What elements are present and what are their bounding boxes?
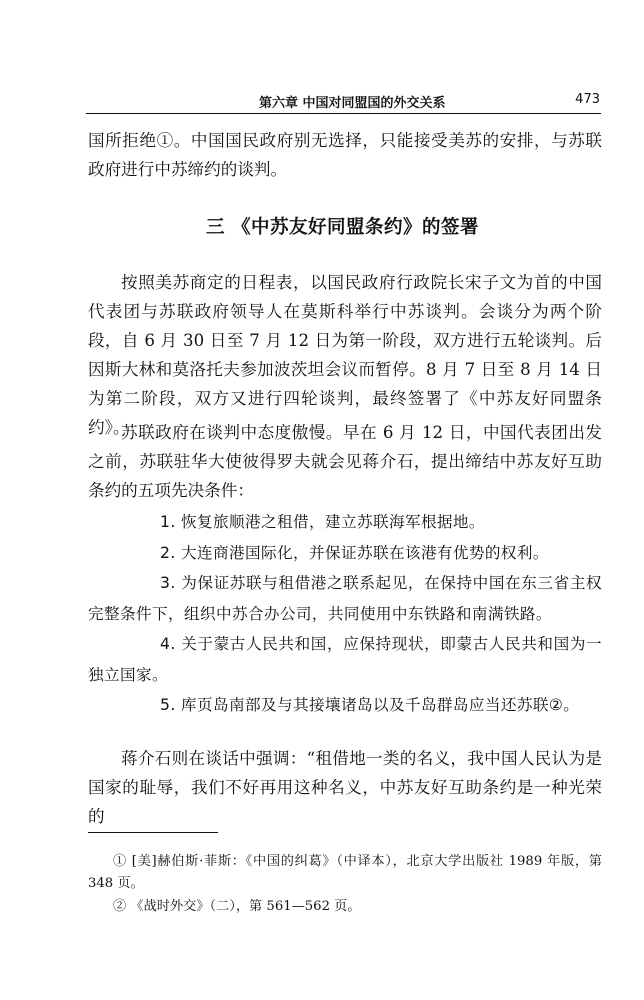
footnote-2: ② 《战时外交》（二），第 561—562 页。 bbox=[113, 899, 361, 914]
chapter-title: 第六章 中国对同盟国的外交关系 bbox=[259, 96, 446, 111]
footnote-1: ① [美]赫伯斯·菲斯：《中国的纠葛》（中译本），北京大学出版社 1989 年版，第 348 页。 bbox=[88, 854, 602, 891]
condition-item: 2. 大连商港国际化，并保证苏联在该港有优势的权利。 bbox=[160, 543, 549, 562]
condition-item: 3. 为保证苏联与租借港之联系起见，在保持中国在东三省主权完整条件下，组织中苏合办公司，共同使用中东铁路和南满铁路。 bbox=[88, 574, 602, 623]
intro-paragraph: 国所拒绝①。中国国民政府别无选择，只能接受美苏的安排，与苏联政府进行中苏缔约的谈判。 bbox=[88, 131, 602, 179]
header-rule bbox=[86, 113, 601, 114]
paragraph-negotiation-schedule: 按照美苏商定的日程表，以国民政府行政院长宋子文为首的中国代表团与苏联政府领导人在莫斯科举行中苏谈判。会谈分为两个阶段，自 6 月 30 日至 7 月 12 日为第一阶段，双方进行五轮谈判。后因斯大林和莫洛托夫参加波茨坦会议而暂停。8 月 7 日至 8 月 14 日为第二阶段，双方又进行四轮谈判，最终签署了《中苏友好同盟条约》。 bbox=[88, 273, 602, 437]
paragraph-chiang-response: 蒋介石则在谈话中强调：“租借地一类的名义，我中国人民认为是国家的耻辱，我们不好再用这种名义，中苏友好互助条约是一种光荣的 bbox=[88, 749, 602, 826]
section-heading: 三 《中苏友好同盟条约》的签署 bbox=[206, 217, 479, 238]
footnote-rule bbox=[88, 832, 218, 833]
paragraph-soviet-attitude: 苏联政府在谈判中态度傲慢。早在 6 月 12 日，中国代表团出发之前，苏联驻华大使彼得罗夫就会见蒋介石，提出缔结中苏友好互助条约的五项先决条件： bbox=[88, 423, 602, 500]
running-header bbox=[86, 92, 600, 114]
condition-item: 1. 恢复旅顺港之租借，建立苏联海军根据地。 bbox=[160, 513, 485, 531]
condition-item: 5. 库页岛南部及与其接壤诸岛以及千岛群岛应当还苏联②。 bbox=[160, 696, 580, 714]
conditions-list bbox=[88, 507, 602, 721]
condition-item: 4. 关于蒙古人民共和国，应保持现状，即蒙古人民共和国为一独立国家。 bbox=[88, 635, 602, 684]
page-number: 473 bbox=[575, 92, 600, 107]
